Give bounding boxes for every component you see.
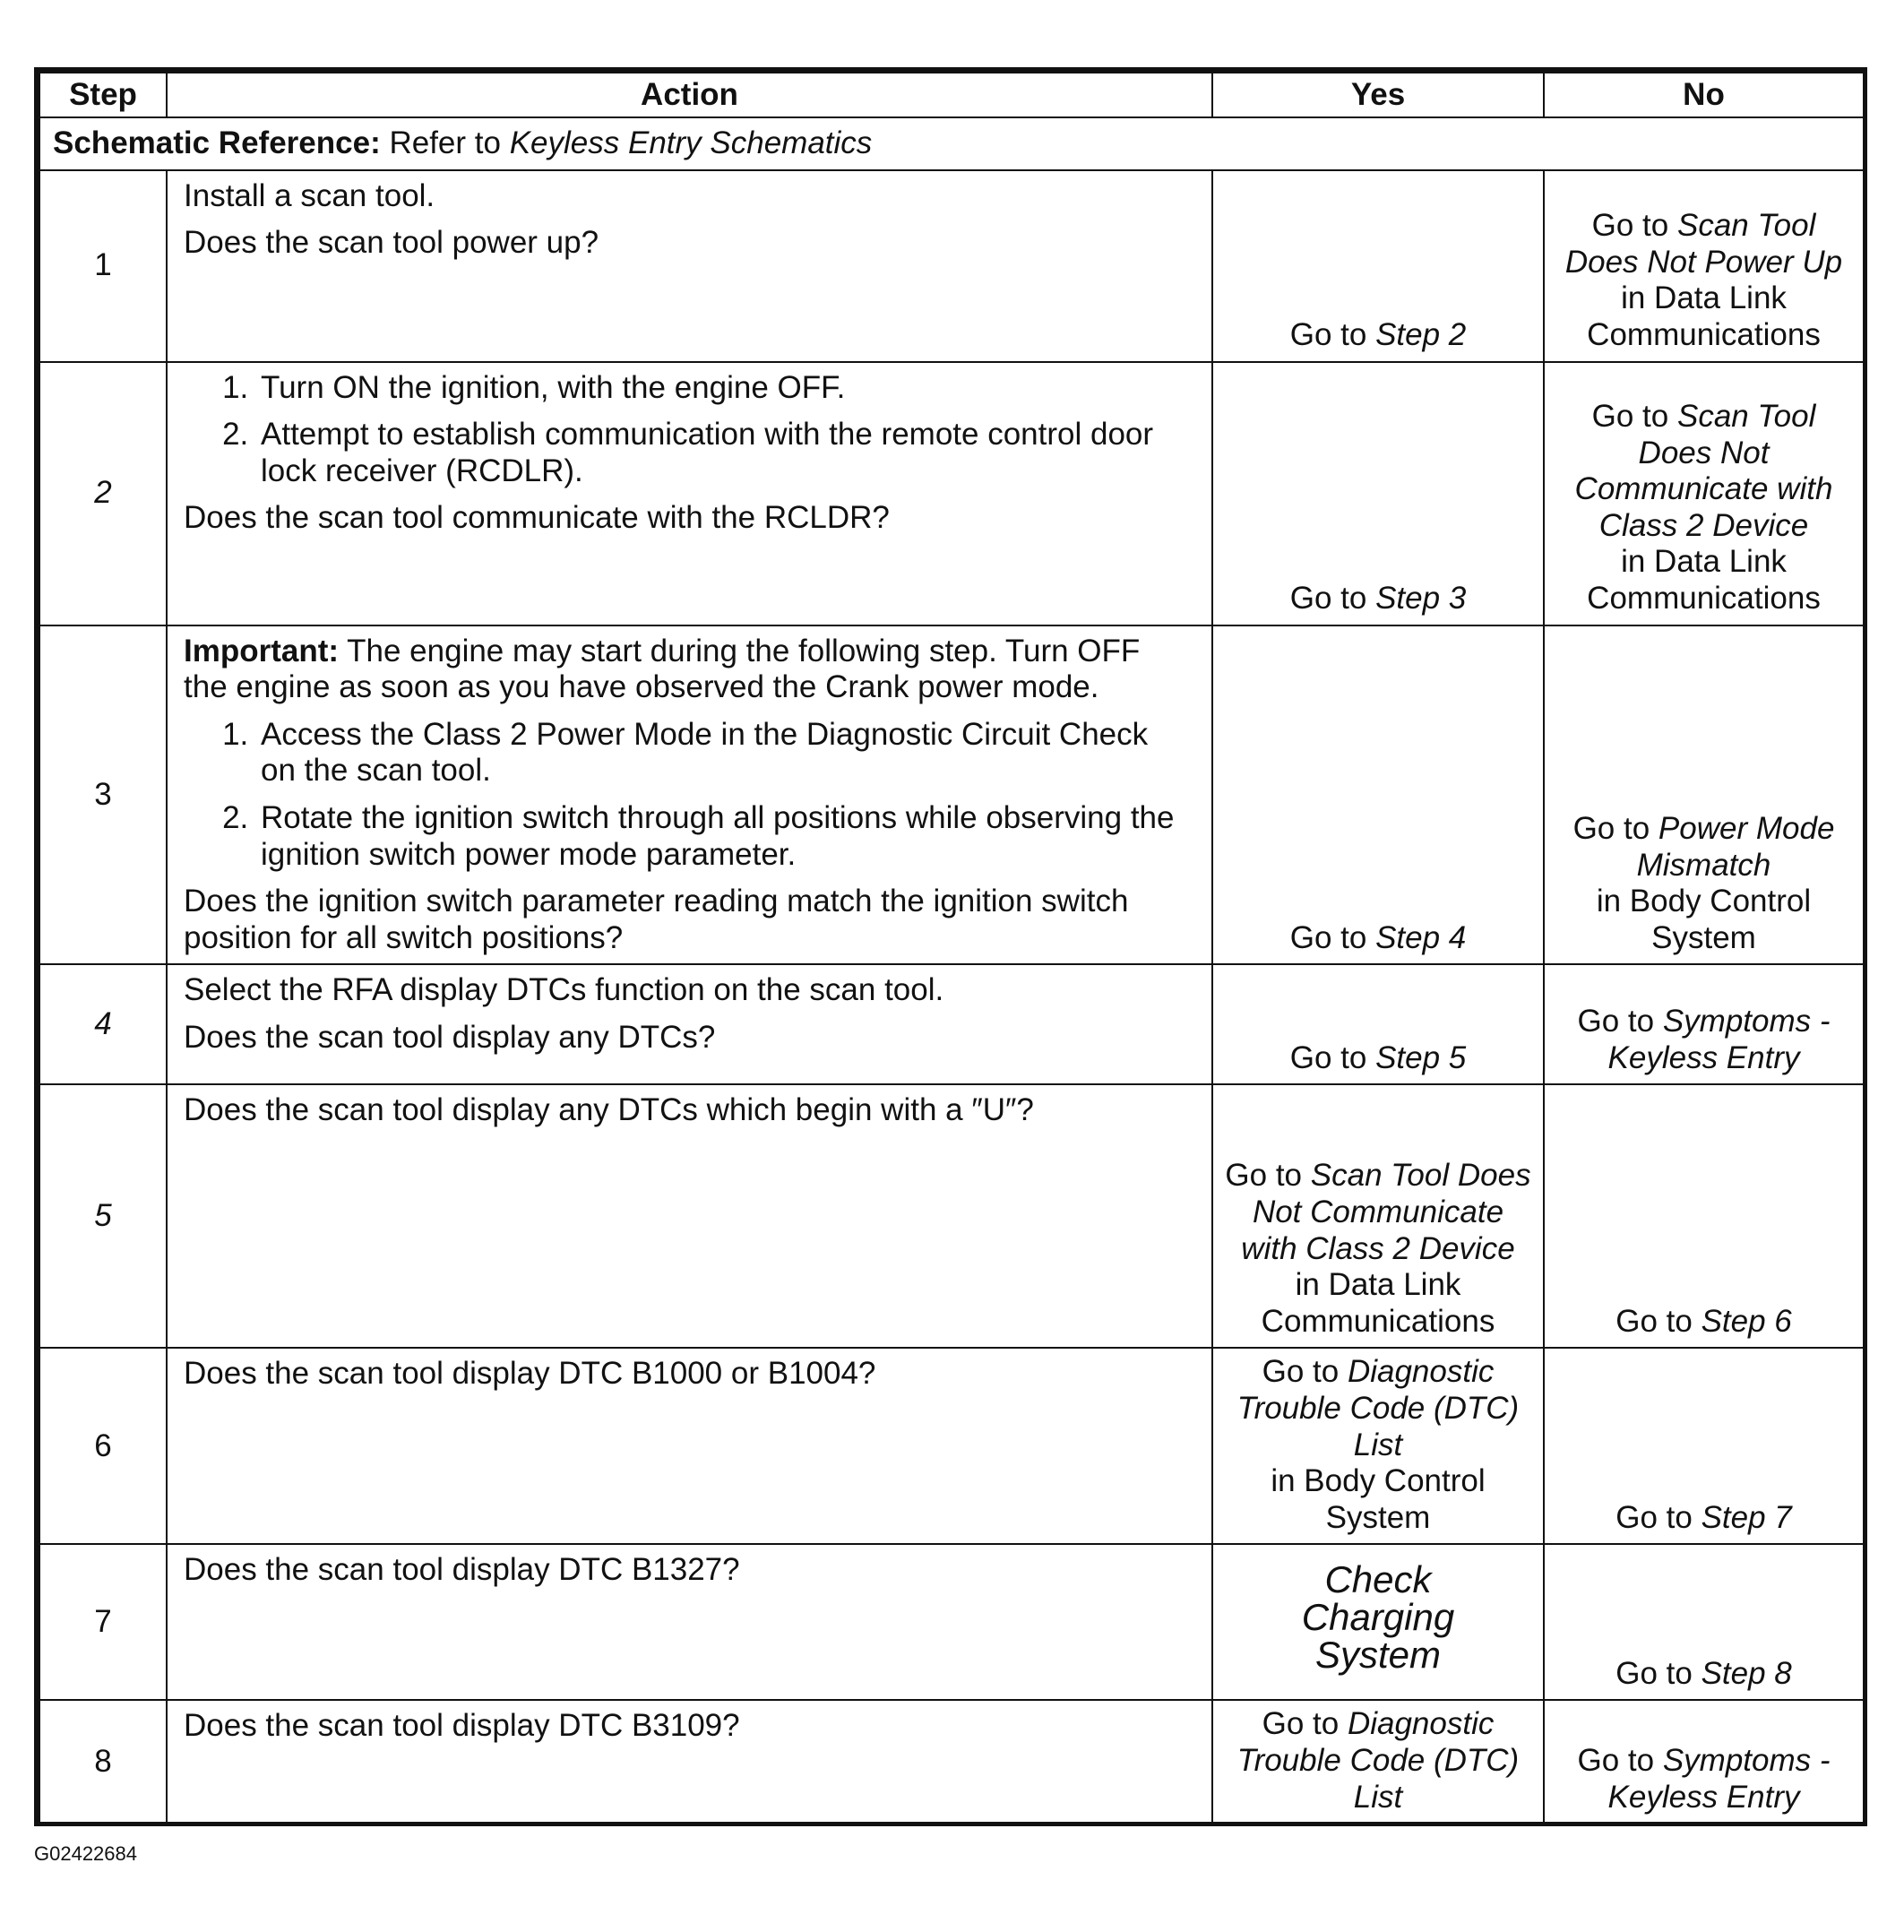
action-question: Does the scan tool power up? xyxy=(184,225,599,261)
header-no: No xyxy=(1544,73,1864,117)
action-cell xyxy=(167,625,1212,965)
no-link[interactable]: Scan Tool Does Not Power Up xyxy=(1564,208,1843,280)
header-step: Step xyxy=(39,73,167,117)
table-row xyxy=(39,362,1864,625)
no-cell xyxy=(1544,362,1864,625)
action-question: Does the scan tool display DTC B1000 or B1004? xyxy=(184,1356,876,1392)
action-list-item: 2. Rotate the ignition switch through all positions while observing the ignition switch power mode parameter. xyxy=(257,800,1190,873)
action-text: Install a scan tool. xyxy=(184,177,435,213)
yes-link[interactable]: Step 2 xyxy=(1375,317,1467,352)
no-prefix: Go to xyxy=(1577,1004,1655,1039)
yes-cell xyxy=(1212,362,1544,625)
step-number: 3 xyxy=(39,625,167,965)
no-suffix: in Body Control System xyxy=(1596,884,1812,955)
no-cell xyxy=(1544,1544,1864,1700)
yes-cell xyxy=(1212,170,1544,362)
yes-link[interactable]: Step 3 xyxy=(1375,581,1467,616)
yes-link[interactable]: Scan Tool Does Not Communicate with Class 2 Device xyxy=(1241,1158,1531,1266)
yes-cell xyxy=(1212,625,1544,965)
no-prefix: Go to xyxy=(1615,1303,1693,1339)
step-number: 5 xyxy=(39,1084,167,1348)
diagnostic-table-frame xyxy=(34,67,1867,1826)
action-question: Does the scan tool communicate with the RCLDR? xyxy=(184,500,890,536)
action-cell xyxy=(167,964,1212,1084)
no-cell xyxy=(1544,1700,1864,1824)
no-link[interactable]: Scan Tool Does Not Communicate with Class 2 Device xyxy=(1574,399,1833,543)
step-number: 2 xyxy=(39,362,167,625)
no-prefix: Go to xyxy=(1577,1742,1655,1778)
no-prefix: Go to xyxy=(1572,810,1650,846)
yes-suffix: in Data Link Communications xyxy=(1261,1267,1495,1339)
no-link[interactable]: Power Mode Mismatch xyxy=(1636,810,1835,883)
yes-link[interactable]: Step 4 xyxy=(1375,919,1467,955)
action-list-item: 2. Attempt to establish communication with the remote control door lock receiver (RCDLR). xyxy=(257,417,1190,489)
yes-cell xyxy=(1212,964,1544,1084)
no-cell xyxy=(1544,1084,1864,1348)
yes-link[interactable]: Check Charging System xyxy=(1301,1558,1455,1677)
no-link[interactable]: Step 8 xyxy=(1701,1655,1792,1691)
no-link[interactable]: Step 7 xyxy=(1701,1499,1792,1535)
action-list-item: 1. Turn ON the ignition, with the engine OFF. xyxy=(257,370,1190,407)
no-cell xyxy=(1544,170,1864,362)
no-prefix: Go to xyxy=(1615,1499,1693,1535)
action-list xyxy=(184,717,1190,873)
table-row xyxy=(39,170,1864,362)
yes-cell xyxy=(1212,1084,1544,1348)
schematic-link[interactable]: Keyless Entry Schematics xyxy=(509,125,873,160)
step-number: 6 xyxy=(39,1348,167,1544)
action-text: Select the RFA display DTCs function on the scan tool. xyxy=(184,972,944,1008)
diagnostic-table xyxy=(39,72,1865,1824)
yes-prefix: Go to xyxy=(1289,581,1367,616)
action-list-item: 1. Access the Class 2 Power Mode in the Diagnostic Circuit Check on the scan tool. xyxy=(257,717,1190,789)
table-row xyxy=(39,625,1864,965)
schematic-row xyxy=(39,117,1864,170)
table-row xyxy=(39,964,1864,1084)
table-row xyxy=(39,1700,1864,1824)
step-number: 7 xyxy=(39,1544,167,1700)
no-link[interactable]: Symptoms - Keyless Entry xyxy=(1607,1742,1831,1815)
yes-link[interactable]: Step 5 xyxy=(1375,1039,1467,1075)
step-number: 1 xyxy=(39,170,167,362)
yes-prefix: Go to xyxy=(1262,1706,1340,1742)
yes-link[interactable]: Diagnostic Trouble Code (DTC) List xyxy=(1236,1706,1520,1815)
important-text: The engine may start during the following step. Turn OFF the engine as soon as you have observed the Crank power mode. xyxy=(184,633,1141,705)
action-cell xyxy=(167,362,1212,625)
no-cell xyxy=(1544,1348,1864,1544)
yes-suffix: in Body Control System xyxy=(1271,1463,1486,1535)
no-link[interactable]: Step 6 xyxy=(1701,1303,1792,1339)
action-cell xyxy=(167,170,1212,362)
header-action: Action xyxy=(167,73,1212,117)
table-row xyxy=(39,1544,1864,1700)
figure-reference-code: G02422684 xyxy=(34,1842,137,1865)
table-row xyxy=(39,1348,1864,1544)
yes-prefix: Go to xyxy=(1289,1039,1367,1075)
step-number: 8 xyxy=(39,1700,167,1824)
yes-prefix: Go to xyxy=(1225,1158,1303,1194)
yes-cell xyxy=(1212,1700,1544,1824)
action-cell xyxy=(167,1700,1212,1824)
table-row xyxy=(39,1084,1864,1348)
action-cell xyxy=(167,1084,1212,1348)
action-question: Does the scan tool display any DTCs which begin with a ″U″? xyxy=(184,1092,1034,1128)
no-suffix: in Data Link Communications xyxy=(1587,544,1821,616)
header-row xyxy=(39,73,1864,117)
no-prefix: Go to xyxy=(1591,399,1669,435)
header-yes: Yes xyxy=(1212,73,1544,117)
no-cell xyxy=(1544,625,1864,965)
no-suffix: in Data Link Communications xyxy=(1587,280,1821,352)
action-cell xyxy=(167,1348,1212,1544)
yes-prefix: Go to xyxy=(1289,919,1367,955)
no-prefix: Go to xyxy=(1615,1655,1693,1691)
important-label: Important: xyxy=(184,633,340,668)
action-question: Does the ignition switch parameter reading match the ignition switch position for all switch positions? xyxy=(184,884,1129,955)
action-cell xyxy=(167,1544,1212,1700)
action-question: Does the scan tool display DTC B3109? xyxy=(184,1708,740,1744)
important-note xyxy=(184,634,1190,706)
no-link[interactable]: Symptoms - Keyless Entry xyxy=(1607,1004,1831,1075)
schematic-label: Schematic Reference: xyxy=(53,125,381,160)
action-list xyxy=(184,370,1190,490)
schematic-text: Refer to xyxy=(389,125,501,160)
yes-prefix: Go to xyxy=(1262,1354,1340,1390)
yes-cell xyxy=(1212,1348,1544,1544)
schematic-reference xyxy=(39,117,1864,170)
no-cell xyxy=(1544,964,1864,1084)
step-number: 4 xyxy=(39,964,167,1084)
yes-cell xyxy=(1212,1544,1544,1700)
yes-link[interactable]: Diagnostic Trouble Code (DTC) List xyxy=(1236,1354,1520,1462)
yes-prefix: Go to xyxy=(1289,317,1367,352)
action-question: Does the scan tool display any DTCs? xyxy=(184,1019,716,1055)
no-prefix: Go to xyxy=(1591,208,1669,244)
action-question: Does the scan tool display DTC B1327? xyxy=(184,1552,740,1588)
